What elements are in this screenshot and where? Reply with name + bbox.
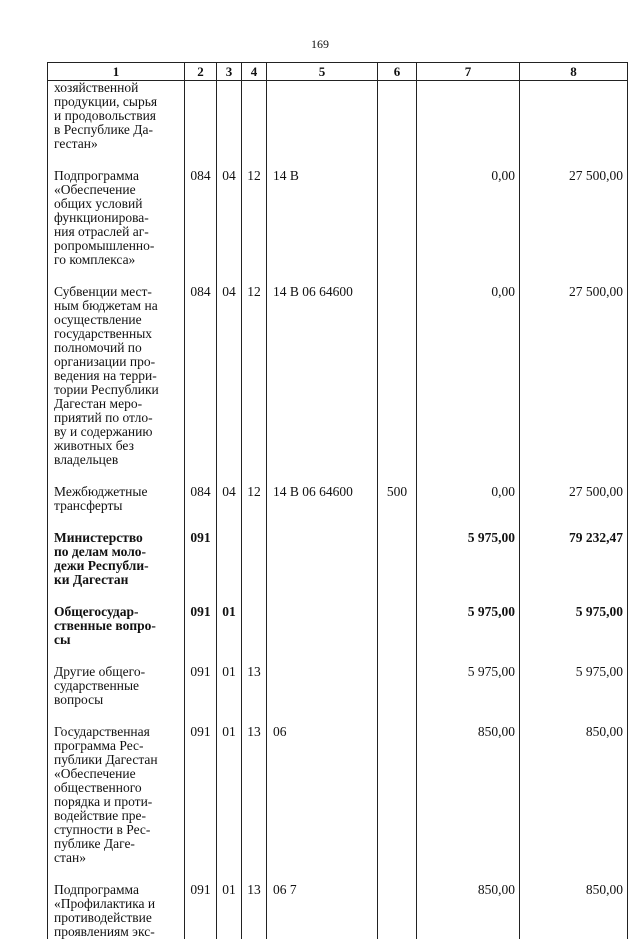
- table-row: [48, 665, 628, 707]
- spacer-cell: [417, 467, 520, 485]
- row-name-cell: [48, 725, 185, 865]
- table-header-row: [48, 63, 628, 81]
- row-name-cell: [48, 285, 185, 467]
- row-spacer: [48, 267, 628, 285]
- spacer-cell: [48, 707, 185, 725]
- spacer-cell: [217, 647, 242, 665]
- row-name-line: общих условий: [54, 197, 181, 211]
- row-name-line: Государственная: [54, 725, 181, 739]
- row-name-line: организации про-: [54, 355, 181, 369]
- cell-c6: [378, 665, 417, 707]
- row-name-line: владельцев: [54, 453, 181, 467]
- row-name-line: Общегосудар-: [54, 605, 181, 619]
- row-name-cell: [48, 665, 185, 707]
- column-header: 3: [217, 63, 242, 81]
- row-name-line: Подпрограмма: [54, 883, 181, 897]
- cell-c5: [267, 531, 378, 587]
- row-name-line: Субвенции мест-: [54, 285, 181, 299]
- row-name-line: стан»: [54, 851, 181, 865]
- table-row: [48, 81, 628, 152]
- spacer-cell: [267, 267, 378, 285]
- spacer-cell: [267, 467, 378, 485]
- spacer-cell: [267, 707, 378, 725]
- spacer-cell: [378, 151, 417, 169]
- spacer-cell: [378, 647, 417, 665]
- cell-c2: 084: [185, 169, 217, 267]
- row-name-cell: [48, 169, 185, 267]
- spacer-cell: [378, 865, 417, 883]
- cell-c7: 0,00: [417, 285, 520, 467]
- spacer-cell: [185, 467, 217, 485]
- row-name-line: полномочий по: [54, 341, 181, 355]
- row-name-line: ния отраслей аг-: [54, 225, 181, 239]
- cell-c4: 13: [242, 883, 267, 939]
- row-name-line: публики Дагестан: [54, 753, 181, 767]
- cell-c7: [417, 81, 520, 152]
- table-row: [48, 485, 628, 513]
- spacer-cell: [378, 267, 417, 285]
- row-name-line: сударственные: [54, 679, 181, 693]
- column-header: 4: [242, 63, 267, 81]
- spacer-cell: [185, 513, 217, 531]
- spacer-cell: [267, 587, 378, 605]
- spacer-cell: [242, 647, 267, 665]
- row-name-line: трансферты: [54, 499, 181, 513]
- row-name-line: программа Рес-: [54, 739, 181, 753]
- row-name-line: «Профилактика и: [54, 897, 181, 911]
- spacer-cell: [242, 707, 267, 725]
- spacer-cell: [520, 707, 628, 725]
- spacer-cell: [48, 267, 185, 285]
- table-row: [48, 531, 628, 587]
- cell-c4: 12: [242, 169, 267, 267]
- cell-c8: 27 500,00: [520, 169, 628, 267]
- spacer-cell: [242, 587, 267, 605]
- row-name-line: противодействие: [54, 911, 181, 925]
- row-name-line: ропромышленно-: [54, 239, 181, 253]
- spacer-cell: [417, 513, 520, 531]
- cell-c4: 12: [242, 485, 267, 513]
- spacer-cell: [242, 865, 267, 883]
- cell-c7: 850,00: [417, 883, 520, 939]
- row-name-line: государственных: [54, 327, 181, 341]
- spacer-cell: [242, 267, 267, 285]
- row-name-line: публике Даге-: [54, 837, 181, 851]
- row-name-cell: [48, 485, 185, 513]
- spacer-cell: [48, 467, 185, 485]
- row-name-line: «Обеспечение: [54, 183, 181, 197]
- cell-c7: 850,00: [417, 725, 520, 865]
- spacer-cell: [48, 513, 185, 531]
- row-name-line: гестан»: [54, 137, 181, 151]
- row-spacer: [48, 467, 628, 485]
- column-header: 7: [417, 63, 520, 81]
- spacer-cell: [417, 587, 520, 605]
- spacer-cell: [217, 513, 242, 531]
- cell-c4: [242, 605, 267, 647]
- row-name-line: сы: [54, 633, 181, 647]
- cell-c8: 79 232,47: [520, 531, 628, 587]
- row-name-line: тории Республики: [54, 383, 181, 397]
- spacer-cell: [185, 647, 217, 665]
- column-header: 6: [378, 63, 417, 81]
- spacer-cell: [217, 151, 242, 169]
- row-name-line: приятий по отло-: [54, 411, 181, 425]
- cell-c7: 5 975,00: [417, 531, 520, 587]
- cell-c7: 0,00: [417, 485, 520, 513]
- spacer-cell: [417, 267, 520, 285]
- row-spacer: [48, 151, 628, 169]
- spacer-cell: [185, 151, 217, 169]
- cell-c3: [217, 81, 242, 152]
- spacer-cell: [378, 707, 417, 725]
- spacer-cell: [520, 647, 628, 665]
- cell-c8: 27 500,00: [520, 285, 628, 467]
- cell-c8: 5 975,00: [520, 665, 628, 707]
- cell-c8: 27 500,00: [520, 485, 628, 513]
- row-spacer: [48, 513, 628, 531]
- spacer-cell: [48, 151, 185, 169]
- row-name-line: Подпрограмма: [54, 169, 181, 183]
- cell-c2: 084: [185, 285, 217, 467]
- budget-table: [47, 62, 628, 939]
- cell-c7: 5 975,00: [417, 605, 520, 647]
- cell-c4: 13: [242, 725, 267, 865]
- spacer-cell: [417, 151, 520, 169]
- row-name-line: дежи Республи-: [54, 559, 181, 573]
- spacer-cell: [520, 865, 628, 883]
- page-number: 169: [0, 37, 640, 52]
- cell-c8: [520, 81, 628, 152]
- row-name-line: общественного: [54, 781, 181, 795]
- cell-c6: [378, 81, 417, 152]
- row-name-line: ступности в Рес-: [54, 823, 181, 837]
- row-name-line: ведения на терри-: [54, 369, 181, 383]
- spacer-cell: [378, 467, 417, 485]
- cell-c2: 091: [185, 531, 217, 587]
- cell-c4: 13: [242, 665, 267, 707]
- cell-c5: [267, 81, 378, 152]
- row-name-line: проявлениям экс-: [54, 925, 181, 939]
- cell-c3: 01: [217, 883, 242, 939]
- cell-c3: 04: [217, 285, 242, 467]
- cell-c6: [378, 285, 417, 467]
- cell-c3: 01: [217, 605, 242, 647]
- spacer-cell: [185, 707, 217, 725]
- row-name-line: ки Дагестан: [54, 573, 181, 587]
- spacer-cell: [378, 513, 417, 531]
- cell-c6: [378, 531, 417, 587]
- column-header: 2: [185, 63, 217, 81]
- row-name-line: ву и содержанию: [54, 425, 181, 439]
- row-name-line: го комплекса»: [54, 253, 181, 267]
- spacer-cell: [520, 267, 628, 285]
- row-name-line: Министерство: [54, 531, 181, 545]
- cell-c8: 850,00: [520, 883, 628, 939]
- spacer-cell: [217, 267, 242, 285]
- table-row: [48, 285, 628, 467]
- row-name-cell: [48, 81, 185, 152]
- row-spacer: [48, 647, 628, 665]
- cell-c2: [185, 81, 217, 152]
- row-name-line: «Обеспечение: [54, 767, 181, 781]
- row-name-line: осуществление: [54, 313, 181, 327]
- cell-c4: [242, 81, 267, 152]
- cell-c3: 01: [217, 665, 242, 707]
- row-name-line: вопросы: [54, 693, 181, 707]
- spacer-cell: [217, 707, 242, 725]
- spacer-cell: [185, 267, 217, 285]
- spacer-cell: [242, 513, 267, 531]
- cell-c2: 084: [185, 485, 217, 513]
- cell-c6: [378, 883, 417, 939]
- column-header: 1: [48, 63, 185, 81]
- cell-c2: 091: [185, 665, 217, 707]
- spacer-cell: [267, 647, 378, 665]
- spacer-cell: [48, 865, 185, 883]
- spacer-cell: [267, 513, 378, 531]
- spacer-cell: [267, 865, 378, 883]
- spacer-cell: [48, 587, 185, 605]
- row-name-line: животных без: [54, 439, 181, 453]
- row-name-line: ным бюджетам на: [54, 299, 181, 313]
- cell-c2: 091: [185, 725, 217, 865]
- cell-c7: 0,00: [417, 169, 520, 267]
- spacer-cell: [520, 151, 628, 169]
- row-name-line: по делам моло-: [54, 545, 181, 559]
- column-header: 5: [267, 63, 378, 81]
- cell-c3: 01: [217, 725, 242, 865]
- cell-c3: 04: [217, 485, 242, 513]
- row-spacer: [48, 707, 628, 725]
- row-name-cell: [48, 883, 185, 939]
- cell-c6: [378, 725, 417, 865]
- spacer-cell: [242, 151, 267, 169]
- row-name-line: Другие общего-: [54, 665, 181, 679]
- row-name-line: Дагестан меро-: [54, 397, 181, 411]
- row-name-line: ственные вопро-: [54, 619, 181, 633]
- cell-c6: [378, 169, 417, 267]
- table-row: [48, 725, 628, 865]
- spacer-cell: [185, 865, 217, 883]
- spacer-cell: [217, 467, 242, 485]
- cell-c3: [217, 531, 242, 587]
- table-row: [48, 883, 628, 939]
- cell-c5: [267, 665, 378, 707]
- row-name-cell: [48, 605, 185, 647]
- cell-c6: 500: [378, 485, 417, 513]
- table-row: [48, 169, 628, 267]
- row-name-line: хозяйственной: [54, 81, 181, 95]
- spacer-cell: [417, 865, 520, 883]
- row-spacer: [48, 587, 628, 605]
- cell-c3: 04: [217, 169, 242, 267]
- cell-c5: 14 В 06 64600: [267, 285, 378, 467]
- row-name-line: и продовольствия: [54, 109, 181, 123]
- cell-c4: [242, 531, 267, 587]
- cell-c8: 5 975,00: [520, 605, 628, 647]
- spacer-cell: [417, 707, 520, 725]
- cell-c5: [267, 605, 378, 647]
- cell-c5: 14 В 06 64600: [267, 485, 378, 513]
- spacer-cell: [185, 587, 217, 605]
- row-name-cell: [48, 531, 185, 587]
- row-name-line: функционирова-: [54, 211, 181, 225]
- row-name-line: порядка и проти-: [54, 795, 181, 809]
- cell-c4: 12: [242, 285, 267, 467]
- row-name-line: продукции, сырья: [54, 95, 181, 109]
- spacer-cell: [378, 587, 417, 605]
- cell-c5: 06 7: [267, 883, 378, 939]
- spacer-cell: [417, 647, 520, 665]
- table-row: [48, 605, 628, 647]
- cell-c7: 5 975,00: [417, 665, 520, 707]
- cell-c5: 06: [267, 725, 378, 865]
- row-name-line: в Республике Да-: [54, 123, 181, 137]
- spacer-cell: [520, 513, 628, 531]
- spacer-cell: [520, 587, 628, 605]
- cell-c5: 14 В: [267, 169, 378, 267]
- spacer-cell: [520, 467, 628, 485]
- cell-c2: 091: [185, 883, 217, 939]
- column-header: 8: [520, 63, 628, 81]
- table-body: [48, 81, 628, 939]
- spacer-cell: [217, 865, 242, 883]
- row-spacer: [48, 865, 628, 883]
- spacer-cell: [242, 467, 267, 485]
- cell-c2: 091: [185, 605, 217, 647]
- spacer-cell: [267, 151, 378, 169]
- cell-c8: 850,00: [520, 725, 628, 865]
- cell-c6: [378, 605, 417, 647]
- row-name-line: водействие пре-: [54, 809, 181, 823]
- spacer-cell: [217, 587, 242, 605]
- spacer-cell: [48, 647, 185, 665]
- row-name-line: Межбюджетные: [54, 485, 181, 499]
